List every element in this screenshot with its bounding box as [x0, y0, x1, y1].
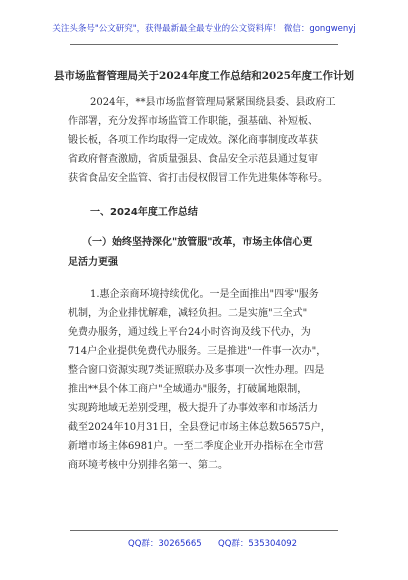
paragraph-line: 新增市场主体6981户。一至二季度企业开办指标在全市营 [68, 441, 324, 452]
paragraph-line: 免费办服务，通过线上平台24小时咨询及线下代办，为 [68, 327, 311, 338]
paragraph-line: 714户企业提供免费代办服务。三是推进"一件事一次办"， [68, 346, 327, 357]
footer-qq-group-2: QQ群：535304092 [218, 539, 298, 549]
footer-qq-group-1: QQ群：30265665 [128, 539, 202, 549]
footer-divider [70, 530, 338, 531]
header-divider [70, 44, 338, 45]
paragraph-line: 实现跨地域无差别受理，极大提升了办事效率和市场活力 [68, 403, 318, 414]
paragraph-line: 1.惠企亲商环境持续优化。一是全面推出"四零"服务 [90, 289, 319, 300]
paragraph-line: 2024年，**县市场监督管理局紧紧围绕县委、县政府工 [90, 97, 336, 108]
document-title: 县市场监督管理局关于2024年度工作总结和2025年度工作计划 [54, 70, 354, 82]
paragraph-line: 获省食品安全监管、省打击侵权假冒工作先进集体等称号。 [68, 173, 328, 184]
paragraph-line: 机制，为企业排忧解难，减轻负担。二是实施"三全式" [68, 308, 308, 319]
paragraph-line: 锻长板，各项工作均取得一定成效。深化商事制度改革获 [68, 135, 318, 146]
paragraph-line: 作部署，充分发挥市场监管工作职能，强基础、补短板、 [68, 116, 318, 127]
paragraph-line: 商环境考核中分别排名第一、第二。 [68, 460, 228, 471]
paragraph-line: 推出**县个体工商户"全域通办"服务，打破属地限制， [68, 384, 308, 395]
paragraph-line: 整合窗口资源实现7类证照联办及多事项一次性办理。四是 [68, 365, 325, 376]
section-heading: 一、2024年度工作总结 [90, 207, 198, 218]
paragraph-line: 省政府督查激励，省质量强县、食品安全示范县通过复审 [68, 154, 318, 165]
paragraph-line: 截至2024年10月31日，全县登记市场主体总数56575户， [68, 422, 331, 433]
page-header-note: 关注头条号"公文研究"，获得最新最全最专业的公文资料库！ 微信：gongwenyj [52, 24, 356, 34]
subsection-heading: （一）始终坚持深化"放管服"改革，市场主体信心更 [82, 237, 313, 248]
subsection-heading-cont: 足活力更强 [68, 257, 118, 268]
